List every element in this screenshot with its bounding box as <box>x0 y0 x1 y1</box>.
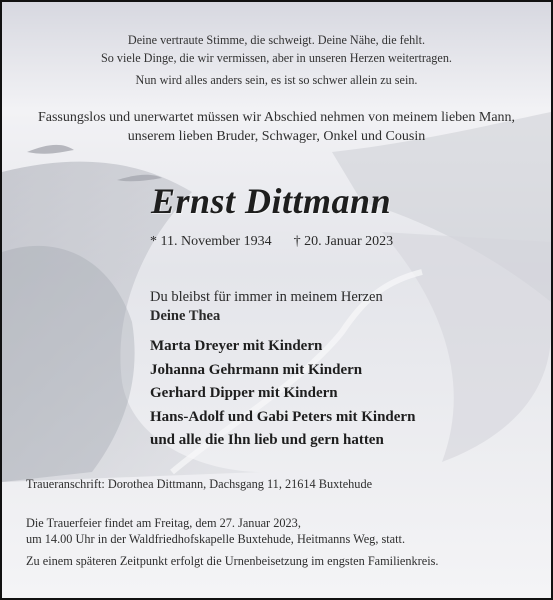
farewell-signer: Deine Thea <box>150 308 221 324</box>
poem-line: Deine vertraute Stimme, die schweigt. Deine Nähe, die fehlt. <box>127 33 426 47</box>
poem <box>2 31 551 89</box>
intro-line: unserem lieben Bruder, Schwager, Onkel und Cousin <box>127 129 426 144</box>
intro-text <box>2 108 551 146</box>
urn-burial-info: Zu einem späteren Zeitpunkt erfolgt die Urnenbeisetzung im engsten Familienkreis. <box>26 554 439 568</box>
obituary-text <box>2 2 551 598</box>
funeral-service-info <box>26 515 405 547</box>
poem-line: So viele Dinge, die wir vermissen, aber in unseren Herzen weitertragen. <box>101 51 452 65</box>
deceased-name: Ernst Dittmann <box>151 181 392 221</box>
farewell-message <box>150 288 383 326</box>
mourner-entry: Marta Dreyer mit Kindern <box>150 338 323 354</box>
service-line: Die Trauerfeier findet am Freitag, dem 27. Januar 2023, <box>26 516 301 530</box>
birth-date: * 11. November 1934 <box>150 234 272 249</box>
poem-line: Nun wird alles anders sein, es ist so schwer allein zu sein. <box>135 73 418 87</box>
mourner-entry: Hans-Adolf und Gabi Peters mit Kindern <box>150 408 416 425</box>
mourners-list <box>150 335 415 453</box>
intro-line: Fassungslos und unerwartet müssen wir Abschied nehmen von meinem lieben Mann, <box>37 110 516 125</box>
service-line: um 14.00 Uhr in der Waldfriedhofskapelle Buxtehude, Heitmanns Weg, statt. <box>26 532 406 546</box>
mourner-entry: Gerhard Dipper mit Kindern <box>150 385 338 401</box>
farewell-line: Du bleibst für immer in meinem Herzen <box>150 289 383 305</box>
mourning-address: Traueranschrift: Dorothea Dittmann, Dachsgang 11, 21614 Buxtehude <box>26 477 373 491</box>
life-dates <box>150 234 393 250</box>
mourner-entry: und alle die Ihn lieb und gern hatten <box>150 432 384 448</box>
death-date: † 20. Januar 2023 <box>293 234 394 249</box>
mourner-entry: Johanna Gehrmann mit Kindern <box>150 361 363 378</box>
